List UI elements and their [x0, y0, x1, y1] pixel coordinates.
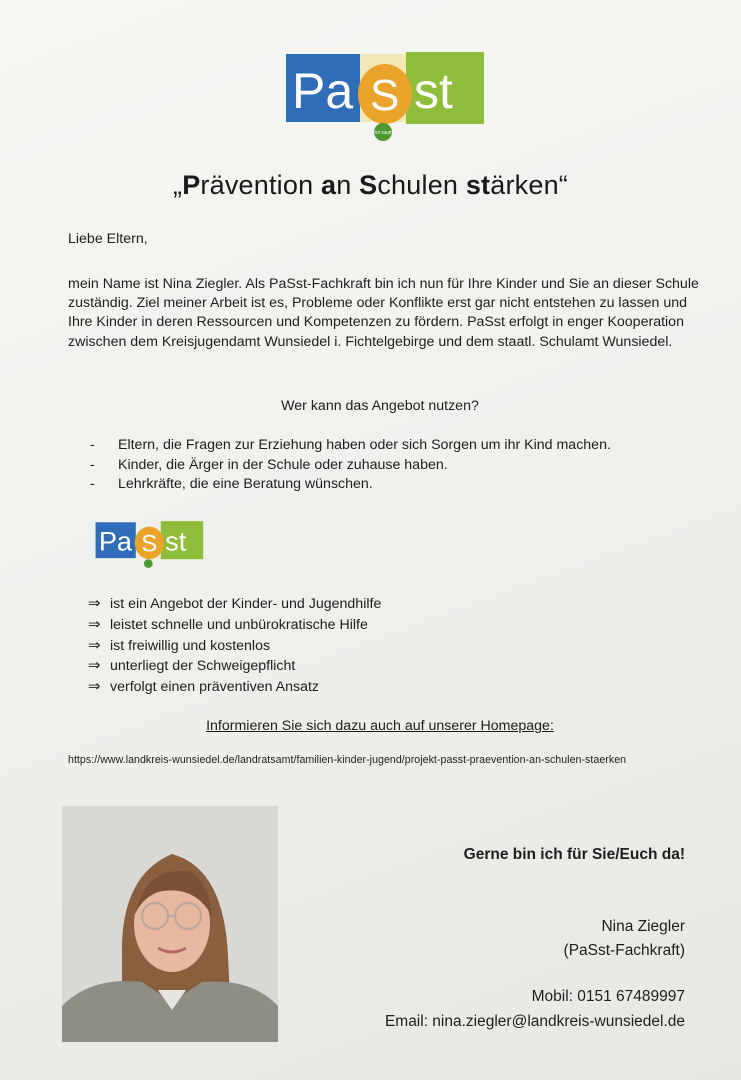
list-item — [90, 456, 611, 476]
portrait-photo — [62, 806, 278, 1042]
logo-text-pa: Pa — [292, 63, 354, 119]
dash-marker: - — [90, 476, 95, 493]
list-item — [90, 475, 611, 495]
logo-text-st: st — [414, 63, 453, 119]
title-part: chulen — [377, 170, 466, 200]
arrow-icon: ⇒ — [88, 657, 101, 675]
list-item — [90, 436, 611, 456]
title-quote-open: „ — [173, 170, 183, 200]
title-part: n — [336, 170, 360, 200]
list-item-text: Kinder, die Ärger in der Schule oder zuhause haben. — [118, 456, 448, 473]
arrow-icon: ⇒ — [88, 678, 101, 696]
list-item-text: ist ein Angebot der Kinder- und Jugendhilfe — [110, 596, 382, 612]
list-item — [88, 594, 381, 615]
logo-text-s: S — [370, 71, 400, 120]
contact-name: Nina Ziegler — [601, 918, 685, 935]
list-item — [88, 677, 381, 698]
list-item — [88, 636, 381, 657]
dash-marker: - — [90, 437, 95, 453]
contact-callout: Gerne bin ich für Sie/Euch da! — [463, 846, 685, 863]
logo-text-pa: Pa — [98, 525, 133, 557]
greeting: Liebe Eltern, — [68, 231, 148, 247]
dash-marker: - — [90, 456, 95, 473]
list-item-text: unterliegt der Schweigepflicht — [110, 658, 296, 675]
arrow-icon: ⇒ — [88, 595, 101, 612]
passt-logo — [286, 50, 490, 142]
list-item-text: ist freiwillig und kostenlos — [110, 637, 271, 654]
feature-list — [88, 594, 381, 698]
contact-mobile: Mobil: 0151 67489997 — [531, 988, 685, 1005]
logo-text-s: S — [141, 530, 158, 558]
title-bold-p: P — [182, 170, 201, 200]
title-part: rävention — [200, 170, 321, 200]
title-bold-a: a — [321, 170, 337, 200]
portrait-illustration — [62, 806, 278, 1042]
title-bold-st: st — [465, 170, 491, 200]
list-item-text: Lehrkräfte, die eine Beratung wünschen. — [118, 476, 373, 493]
list-item — [88, 656, 381, 677]
question-heading: Wer kann das Angebot nutzen? — [281, 398, 479, 414]
contact-email: Email: nina.ziegler@landkreis-wunsiedel.de — [384, 1013, 685, 1030]
list-item-text: verfolgt einen präventiven Ansatz — [110, 679, 320, 696]
homepage-url: https://www.landkreis-wunsiedel.de/landratsamt/familien-kinder-jugend/projekt-passt-praevention-an-schulen-staerken — [68, 754, 627, 766]
intro-paragraph: mein Name ist Nina Ziegler. Als PaSst-Fachkraft bin ich nun für Ihre Kinder und Sie an dieser Schule zuständig. Ziel meiner Arbeit ist es, Probleme oder Konflikte erst gar nicht entstehen zu lassen und Ihre Kinder in deren Ressourcen und Kompetenzen zu fördern. PaSst erfolgt in enger Kooperation zwischen dem Kreisjugendamt Wunsiedel i. Fichtelgebirge und dem staatl. Schulamt Wunsiedel. — [68, 276, 699, 350]
list-item — [88, 615, 381, 636]
homepage-heading: Informieren Sie sich dazu auch auf unserer Homepage: — [206, 718, 554, 734]
logo-text-st: st — [165, 525, 187, 557]
contact-role: (PaSst-Fachkraft) — [563, 942, 685, 959]
list-item-text: Eltern, die Fragen zur Erziehung haben oder sich Sorgen um ihr Kind machen. — [118, 437, 611, 453]
list-item-text: leistet schnelle und unbürokratische Hilfe — [110, 616, 368, 633]
arrow-icon: ⇒ — [88, 636, 101, 654]
passt-logo-small — [95, 519, 207, 569]
page-title — [0, 170, 741, 201]
arrow-icon: ⇒ — [88, 615, 101, 633]
title-part: ärken“ — [490, 170, 568, 200]
logo-badge-text: frei raum — [373, 130, 393, 136]
title-bold-s: S — [359, 170, 378, 200]
target-group-list — [90, 436, 611, 495]
logo-badge — [144, 559, 153, 568]
